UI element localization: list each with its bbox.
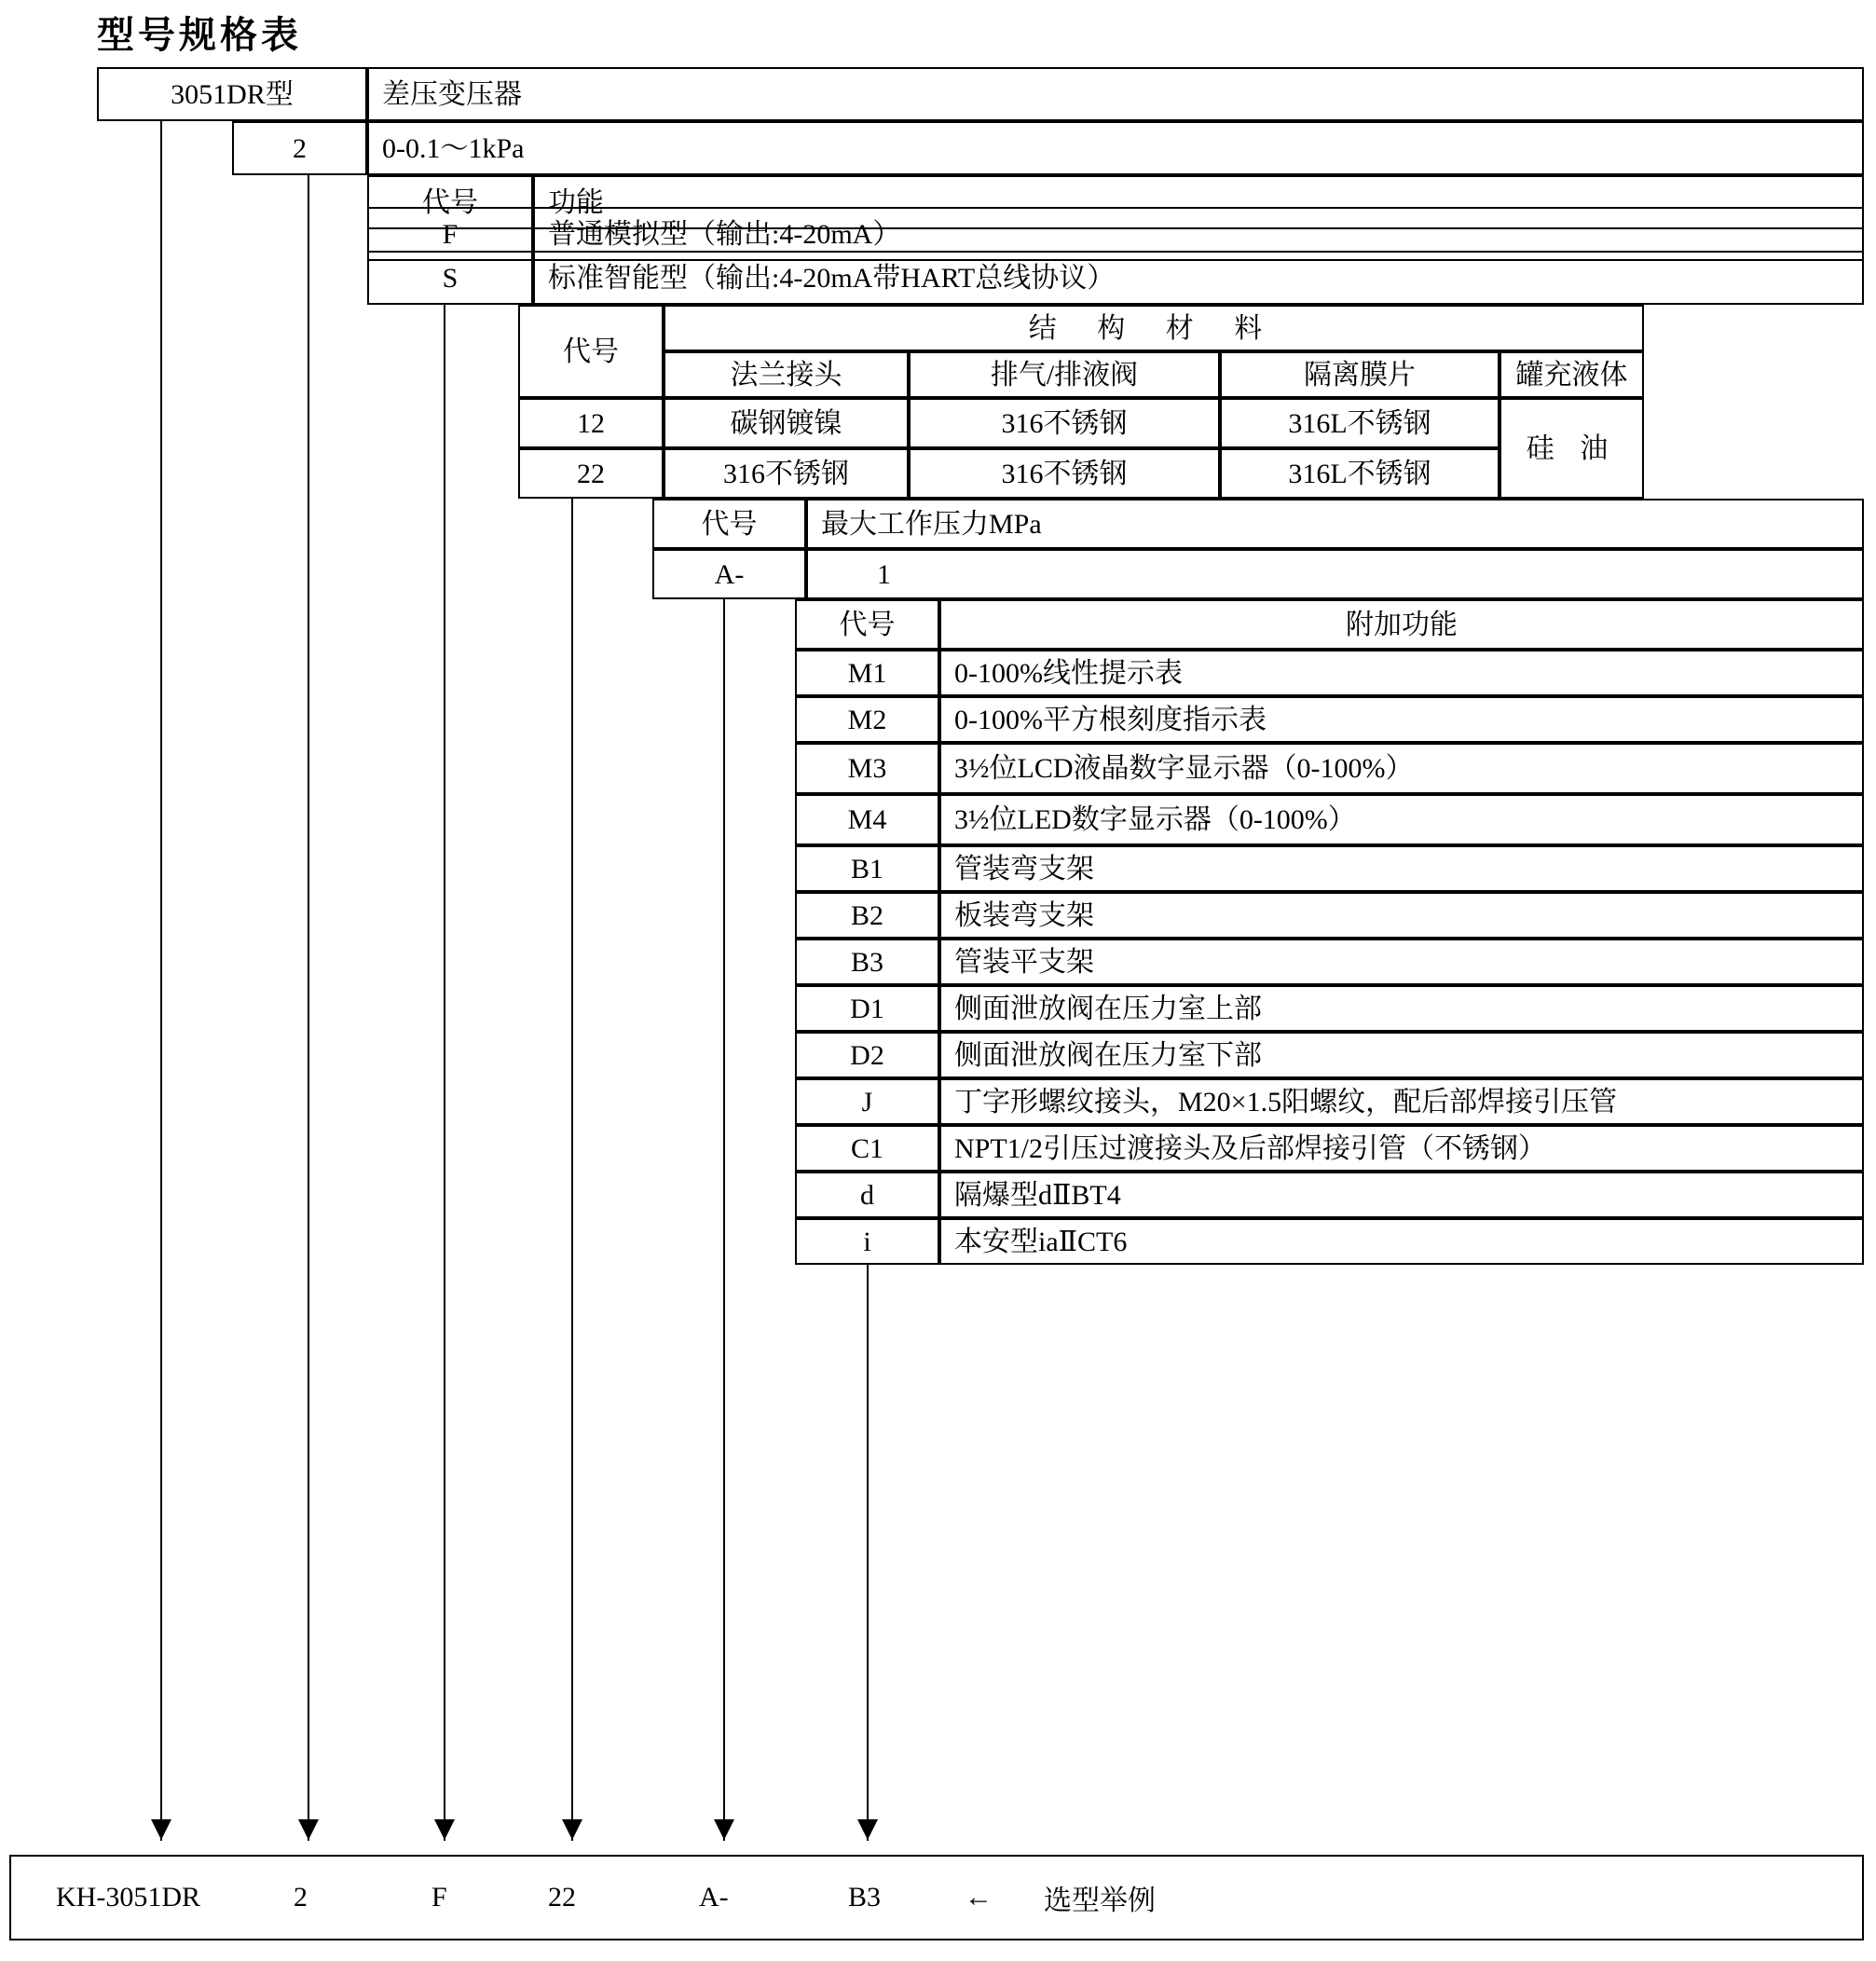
extra-row-desc-7: 侧面泄放阀在压力室上部 (939, 985, 1864, 1032)
extra-row-code-9: J (795, 1078, 939, 1125)
connector-line-range (308, 175, 309, 1841)
connector-line-function (444, 305, 445, 1841)
example-cell-1: 2 (294, 1882, 308, 1913)
extra-row-desc-6: 管装平支架 (939, 939, 1864, 985)
connector-line-extra (867, 1265, 869, 1841)
extra-row-code-0: M1 (795, 650, 939, 696)
connector-line-pressure (723, 599, 725, 1841)
extra-row-code-3: M4 (795, 794, 939, 845)
extra-row-code-12: i (795, 1218, 939, 1265)
extra-row-desc-1: 0-100%平方根刻度指示表 (939, 696, 1864, 743)
extra-row-desc-3: 3½位LED数字显示器（0-100%） (939, 794, 1864, 845)
example-cell-3: 22 (548, 1882, 576, 1913)
connector-arrow-range (298, 1819, 319, 1840)
extra-row-code-6: B3 (795, 939, 939, 985)
pressure-header-name: 最大工作压力MPa (806, 499, 1864, 549)
connector-line-material (571, 499, 573, 1841)
example-cell-4: A- (699, 1882, 729, 1913)
range-code-cell: 2 (232, 121, 367, 175)
function-header-name: 功能 (533, 175, 1864, 229)
extra-row-code-5: B2 (795, 892, 939, 939)
extra-row-code-1: M2 (795, 696, 939, 743)
example-cell-2: F (431, 1882, 447, 1913)
extra-row-code-11: d (795, 1172, 939, 1218)
extra-row-desc-9: 丁字形螺纹接头，M20×1.5阳螺纹，配后部焊接引压管 (939, 1078, 1864, 1125)
function-row-code-0: F (367, 207, 533, 261)
example-label: 选型举例 (1044, 1886, 1156, 1916)
material-fill-fluid-cell: 硅 油 (1499, 398, 1644, 499)
material-row-code-0: 12 (518, 398, 664, 448)
extra-row-code-8: D2 (795, 1032, 939, 1078)
material-row-flange-1: 316不锈钢 (664, 448, 909, 499)
extra-row-desc-11: 隔爆型dⅡBT4 (939, 1172, 1864, 1218)
pressure-header-code: 代号 (652, 499, 806, 549)
extra-row-code-4: B1 (795, 845, 939, 892)
material-col-valve: 排气/排液阀 (909, 351, 1220, 398)
extra-row-code-10: C1 (795, 1125, 939, 1172)
extra-row-desc-5: 板装弯支架 (939, 892, 1864, 939)
range-desc-cell: 0-0.1～1kPa (367, 121, 1864, 175)
material-row-valve-0: 316不锈钢 (909, 398, 1220, 448)
page-title: 型号规格表 (97, 15, 302, 56)
extra-row-desc-2: 3½位LCD液晶数字显示器（0-100%） (939, 743, 1864, 794)
pressure-row-filler (960, 549, 1864, 599)
material-row-code-1: 22 (518, 448, 664, 499)
connector-arrow-function (434, 1819, 455, 1840)
function-row-desc-0: 普通模拟型（输出:4-20mA） (533, 207, 1864, 261)
pressure-row-value-0: 1 (806, 549, 960, 599)
connector-arrow-material (562, 1819, 582, 1840)
material-col-diaphragm: 隔离膜片 (1220, 351, 1499, 398)
model-code-cell: 3051DR型 (97, 67, 367, 121)
extra-row-desc-8: 侧面泄放阀在压力室下部 (939, 1032, 1864, 1078)
function-row-desc-1: 标准智能型（输出:4-20mA带HART总线协议） (533, 251, 1864, 305)
extra-header-code: 代号 (795, 599, 939, 650)
example-row (9, 1855, 1864, 1940)
function-header-code: 代号 (367, 175, 533, 229)
extra-row-code-7: D1 (795, 985, 939, 1032)
connector-line-model (160, 121, 162, 1841)
extra-row-desc-10: NPT1/2引压过渡接头及后部焊接引管（不锈钢） (939, 1125, 1864, 1172)
example-cell-5: B3 (848, 1882, 882, 1913)
extra-header-name: 附加功能 (939, 599, 1864, 650)
extra-row-desc-12: 本安型iaⅡCT6 (939, 1218, 1864, 1265)
material-row-diaphragm-1: 316L不锈钢 (1220, 448, 1499, 499)
material-row-valve-1: 316不锈钢 (909, 448, 1220, 499)
material-col-fillfluid: 罐充液体 (1499, 351, 1644, 398)
extra-row-desc-4: 管装弯支架 (939, 845, 1864, 892)
material-group-header: 结 构 材 料 (664, 305, 1644, 351)
material-row-flange-0: 碳钢镀镍 (664, 398, 909, 448)
material-row-diaphragm-0: 316L不锈钢 (1220, 398, 1499, 448)
model-desc-cell: 差压变压器 (367, 67, 1864, 121)
extra-row-code-2: M3 (795, 743, 939, 794)
function-row-code-1: S (367, 251, 533, 305)
example-arrow: ← (965, 1882, 993, 1913)
material-col-flange: 法兰接头 (664, 351, 909, 398)
connector-arrow-extra (857, 1819, 878, 1840)
extra-row-desc-0: 0-100%线性提示表 (939, 650, 1864, 696)
material-code-header: 代号 (518, 305, 664, 398)
example-cell-0: KH-3051DR (56, 1882, 200, 1913)
pressure-row-code-0: A- (652, 549, 806, 599)
connector-arrow-model (151, 1819, 171, 1840)
connector-arrow-pressure (714, 1819, 734, 1840)
